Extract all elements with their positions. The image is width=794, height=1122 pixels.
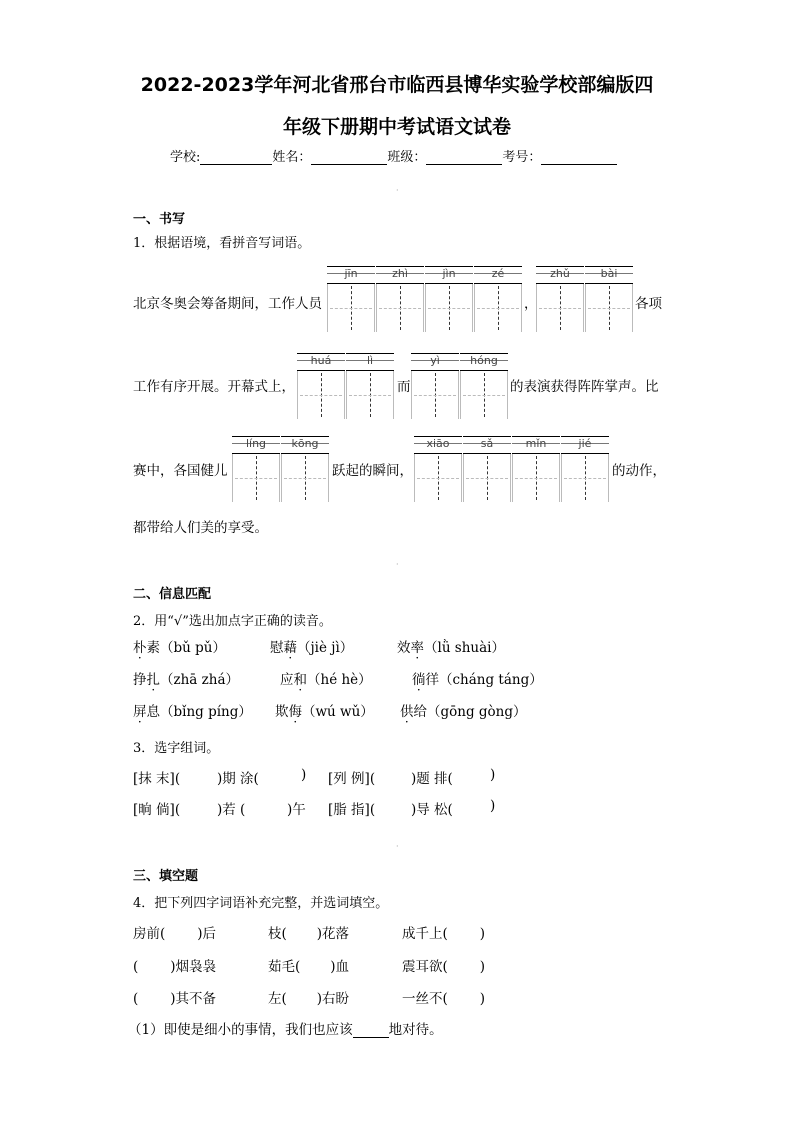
pinyin-box[interactable]: [474, 266, 522, 332]
school-blank[interactable]: [200, 150, 272, 165]
pinyin-label: líng: [245, 437, 267, 450]
pronunciation-item: 应和（hé hè）: [280, 672, 372, 688]
question-3: 3．选字组词。: [133, 741, 220, 756]
pronunciation-item: 慰藉（jiè jì）: [270, 640, 354, 656]
q1-text-2mid: 而: [397, 379, 411, 395]
q1-text-1a: 北京冬奥会筹备期间，工作人员: [133, 296, 322, 312]
pinyin-label: bài: [600, 267, 618, 280]
separator-dot: ·: [396, 842, 399, 851]
separator-dot: ·: [396, 560, 399, 569]
pronunciation-item: 供给（gōng gòng）: [400, 704, 527, 720]
q3-row2-part3: )午: [287, 802, 306, 818]
pinyin-box[interactable]: [561, 436, 609, 502]
q3-row2-part4: [脂 指](: [328, 802, 376, 818]
pinyin-label: zhǔ: [550, 267, 570, 280]
q3-row2-part5: )导 松(: [411, 802, 453, 818]
pinyin-label: sǎ: [480, 437, 494, 450]
q1-text-1b: 各项: [635, 296, 662, 312]
q1-text-3b: 的动作，: [612, 463, 666, 479]
q3-row2-part6: ): [490, 798, 496, 814]
pinyin-label: kōng: [291, 437, 319, 450]
pronunciation-item: 挣扎（zhā zhá）: [133, 672, 240, 688]
q1-text-2b: 的表演获得阵阵掌声。比: [510, 379, 659, 395]
pinyin-label: yì: [430, 354, 440, 367]
exam-no-blank[interactable]: [541, 150, 617, 165]
pinyin-label: zhì: [392, 267, 408, 280]
section-heading-fill: 三、填空题: [133, 869, 199, 884]
idiom-item: ( )烟袅袅: [133, 959, 217, 975]
pinyin-box[interactable]: [411, 353, 459, 419]
question-1: 1．根据语境，看拼音写词语。: [133, 236, 311, 251]
exam-no-label: 考号：: [502, 150, 542, 165]
pinyin-label: jìn: [442, 267, 456, 280]
q3-row1-part4: [列 例](: [328, 771, 376, 787]
q3-row1-part3: ): [301, 767, 307, 783]
pinyin-label: zé: [491, 267, 505, 280]
class-label: 班级：: [387, 150, 427, 165]
name-label: 姓名：: [272, 150, 312, 165]
section-heading-matching: 二、信息匹配: [133, 587, 212, 602]
pinyin-box[interactable]: [297, 353, 345, 419]
idiom-item: 左( )右盼: [268, 991, 350, 1007]
page-title-line1: 2022-2023学年河北省邢台市临西县博华实验学校部编版四: [140, 74, 654, 96]
pinyin-box[interactable]: [281, 436, 329, 502]
pronunciation-item: 徜徉（cháng táng）: [412, 672, 543, 688]
q1-text-comma: ，: [524, 296, 538, 312]
page-title-line2: 年级下册期中考试语文试卷: [282, 116, 511, 138]
pronunciation-item: 欺侮（wú wǔ）: [275, 704, 374, 720]
pinyin-box[interactable]: [327, 266, 375, 332]
pinyin-box[interactable]: [414, 436, 462, 502]
pinyin-box[interactable]: [512, 436, 560, 502]
pinyin-box[interactable]: [460, 353, 508, 419]
pinyin-box[interactable]: [585, 266, 633, 332]
q3-row1-part2: )期 涂(: [217, 771, 259, 787]
pronunciation-item: 屏息（bǐng píng）: [133, 704, 252, 720]
idiom-item: ( )其不备: [133, 991, 217, 1007]
q3-row2-part2: )若 (: [217, 802, 246, 818]
name-blank[interactable]: [311, 150, 387, 165]
q3-row1-part6: ): [490, 767, 496, 783]
question-2: 2．用“√”选出加点字正确的读音。: [133, 614, 332, 629]
pronunciation-item: 效率（lǜ shuài）: [397, 640, 505, 656]
pinyin-box[interactable]: [376, 266, 424, 332]
info-line: [170, 146, 617, 165]
pinyin-label: hóng: [470, 354, 498, 367]
idiom-item: 枝( )花落: [268, 926, 350, 942]
pinyin-box[interactable]: [232, 436, 280, 502]
q1-text-2a: 工作有序开展。开幕式上，: [133, 379, 295, 395]
sub-question-1: （1）即使是细小的事情，我们也应该 地对待。: [128, 1022, 443, 1038]
section-heading-writing: 一、书写: [133, 212, 186, 227]
q1-text-3a: 赛中，各国健儿: [133, 463, 228, 479]
pinyin-box[interactable]: [463, 436, 511, 502]
idiom-item: 房前( )后: [133, 926, 217, 942]
class-blank[interactable]: [426, 150, 502, 165]
pinyin-box[interactable]: [536, 266, 584, 332]
sub1-blank[interactable]: [353, 1023, 389, 1038]
idiom-item: 成千上( ): [402, 926, 486, 942]
q1-text-3mid: 跃起的瞬间，: [332, 463, 413, 479]
q1-text-4: 都带给人们美的享受。: [133, 520, 268, 536]
pinyin-box[interactable]: [425, 266, 473, 332]
separator-dot: ·: [396, 186, 399, 195]
idiom-item: 茹毛( )血: [268, 959, 350, 975]
pronunciation-item: 朴素（bǔ pǔ）: [133, 640, 226, 656]
pinyin-label: jié: [578, 437, 592, 450]
pinyin-label: jīn: [344, 267, 358, 280]
q3-row1-part1: [抹 末](: [133, 771, 181, 787]
idiom-item: 震耳欲( ): [402, 959, 486, 975]
pinyin-label: xiāo: [426, 437, 450, 450]
pinyin-label: mǐn: [525, 437, 547, 450]
q3-row1-part5: )题 排(: [411, 771, 453, 787]
school-label: 学校:: [170, 150, 201, 165]
pinyin-box[interactable]: [346, 353, 394, 419]
pinyin-label: huá: [310, 354, 332, 367]
question-4: 4．把下列四字词语补充完整，并选词填空。: [133, 896, 389, 911]
idiom-item: 一丝不( ): [402, 991, 486, 1007]
q3-row2-part1: [晌 倘](: [133, 802, 181, 818]
pinyin-label: lì: [366, 354, 374, 367]
